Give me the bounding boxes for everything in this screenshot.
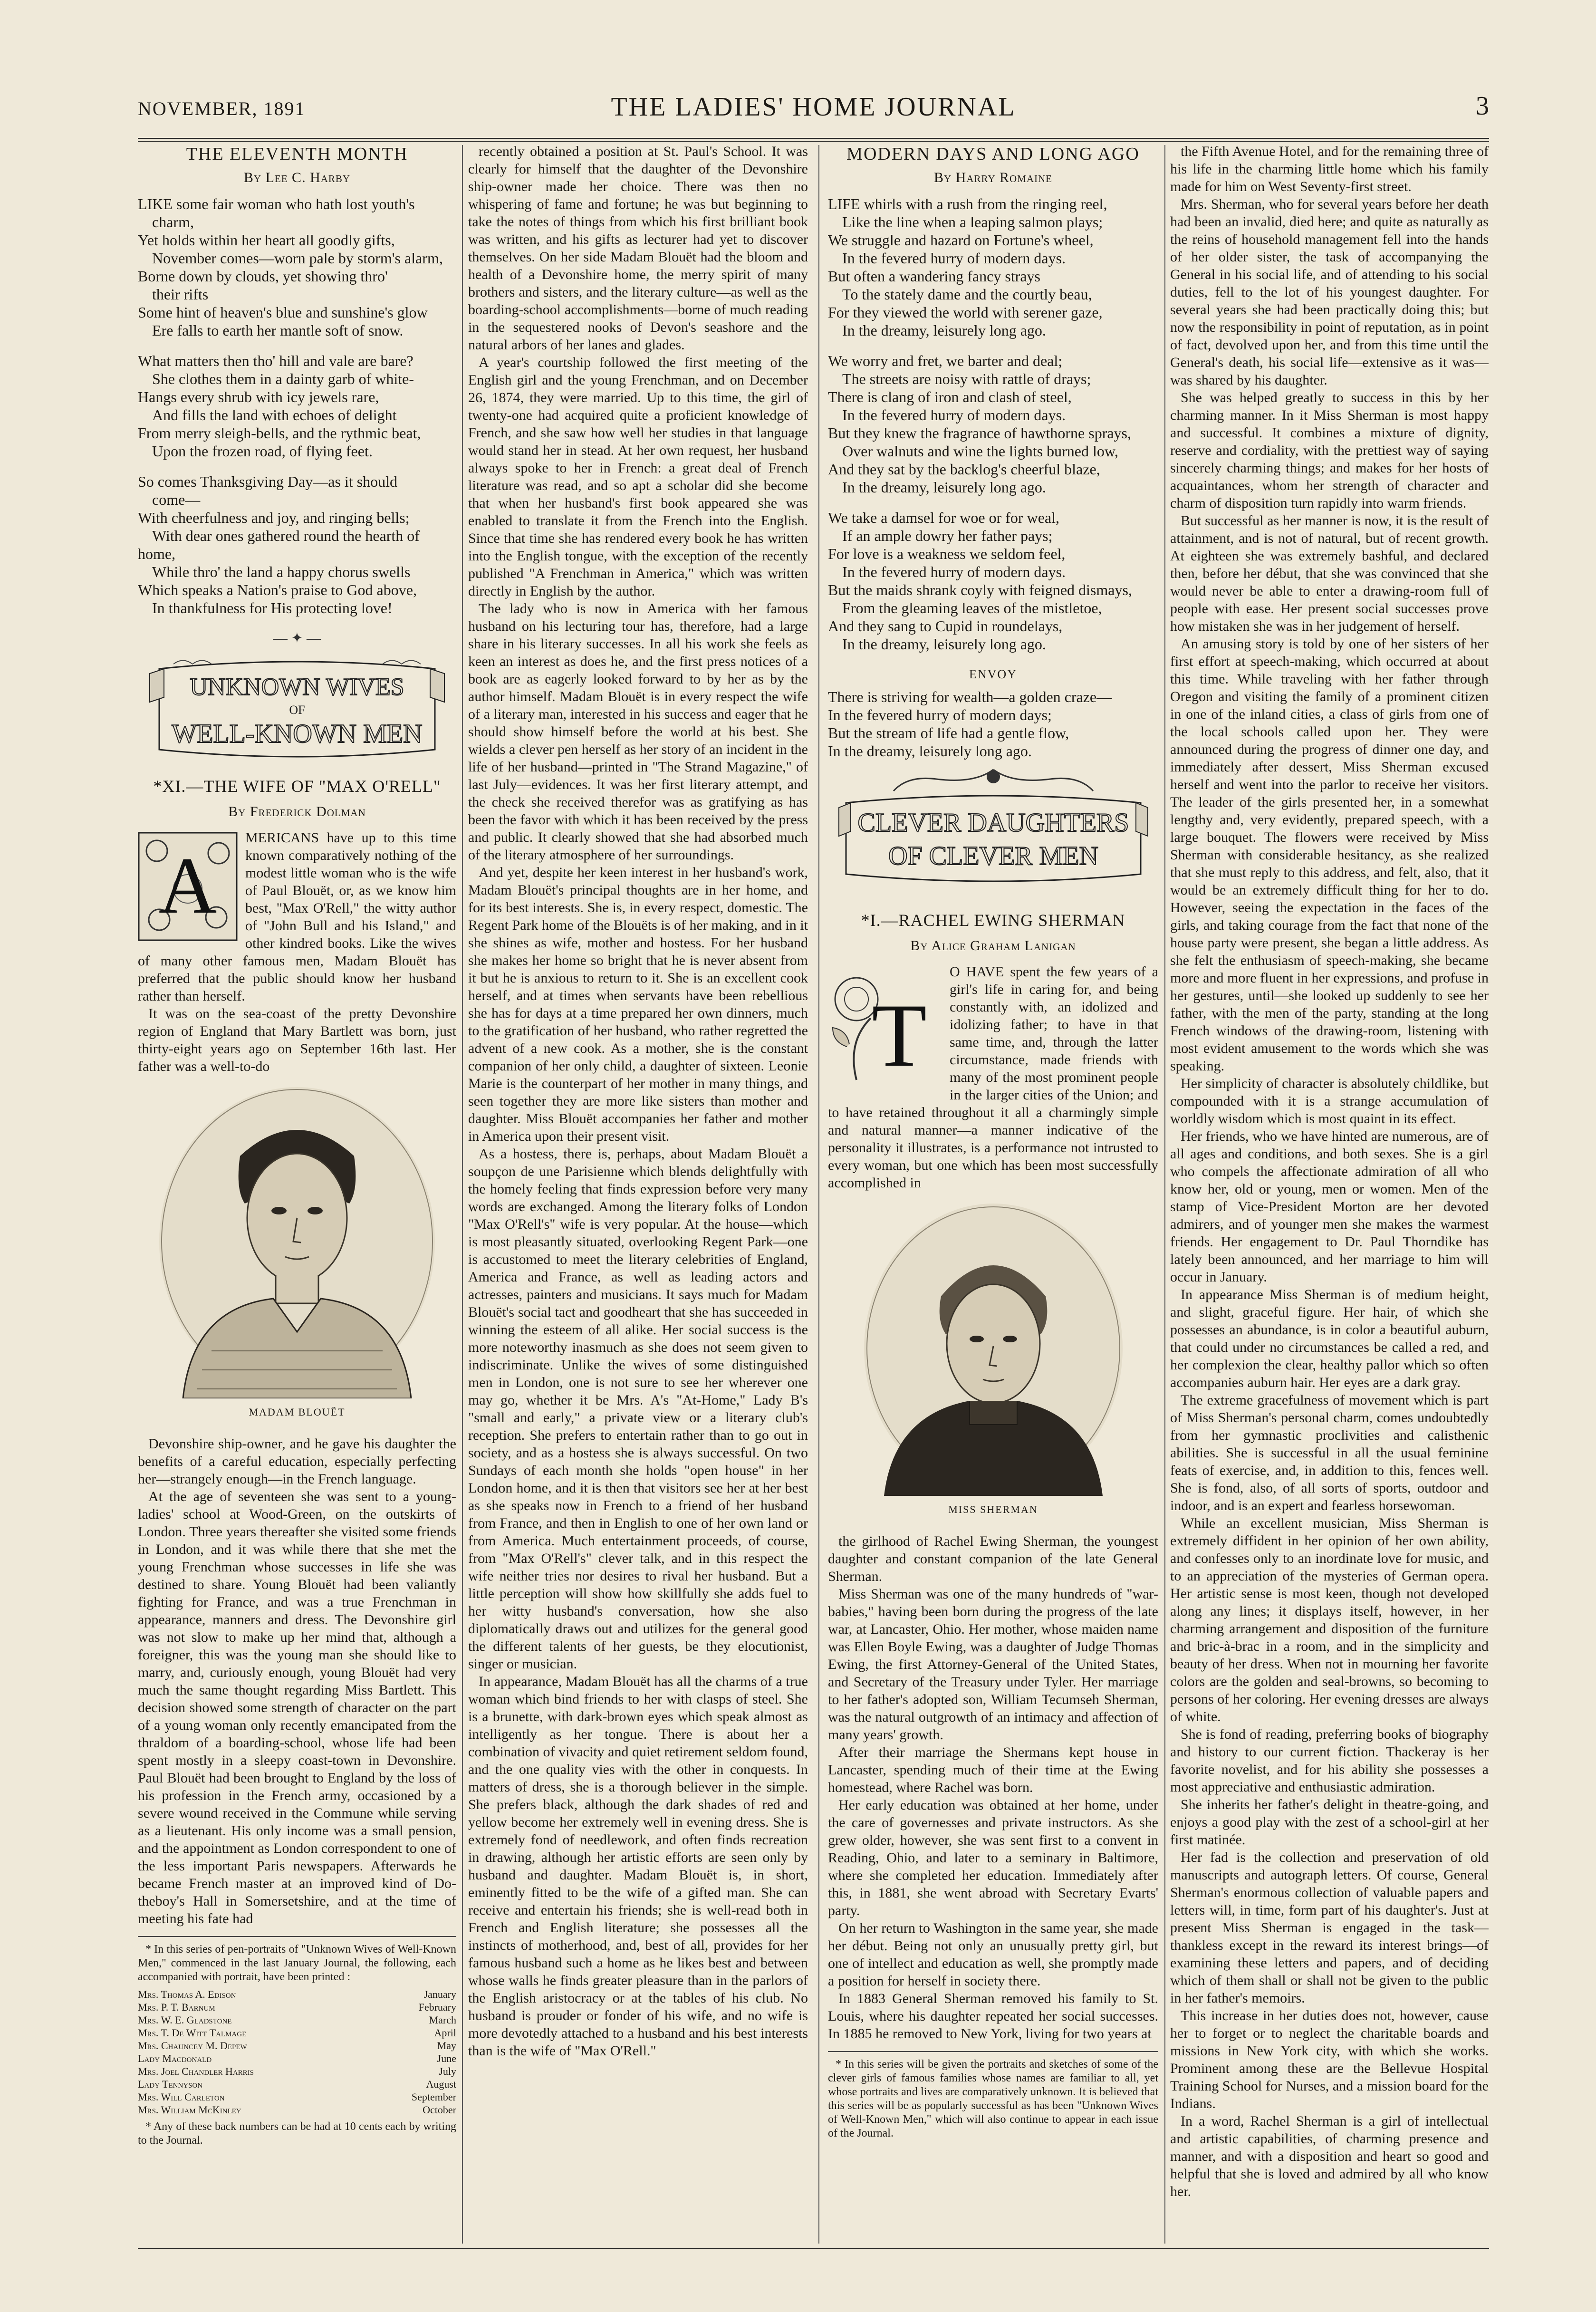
poem-line: LIKE some fair woman who hath lost youth's <box>138 195 415 212</box>
clever-daughters-banner <box>836 765 1150 898</box>
miss-sherman-portrait <box>860 1201 1126 1496</box>
unknown-wives-banner <box>145 655 449 764</box>
poem-line: Hangs every shrub with icy jewels rare, <box>138 388 379 405</box>
paragraph: Her fad is the collection and preservation of old manuscripts and autograph letters. Of course, General Sherman's enormous collection of valuable papers and letters will, in time, form part of his daughter's. Just at present Miss Sherman is engaged in the task—thankless except in the reward its interest brings—of examining these letters and papers, and of deciding which of them shall or shall not be given to the public in her father's memoirs. <box>1170 1850 1489 2006</box>
issue-month: July <box>439 2065 456 2077</box>
paragraph: the Fifth Avenue Hotel, and for the remaining three of his life in the charming little home which his family made for him on West Seventy-first street. <box>1170 144 1489 194</box>
poem-line: In the dreamy, leisurely long ago. <box>842 322 1046 339</box>
masthead <box>138 88 1489 145</box>
poem-line: For they viewed the world with serener gaze, <box>828 304 1103 321</box>
dropcap-t-ornament <box>828 966 942 1085</box>
poem-line: Over walnuts and wine the lights burned low, <box>842 443 1118 460</box>
poem-line: If an ample dowry her father pays; <box>842 527 1053 544</box>
poem-title: THE ELEVENTH MONTH <box>186 144 408 164</box>
column-divider <box>462 145 463 2244</box>
dropcap-a-ornament <box>138 832 238 941</box>
envoy-label: ENVOY <box>969 667 1017 681</box>
poem-line: charm, <box>152 213 194 231</box>
list-item <box>138 2078 456 2090</box>
series-banner <box>828 765 1158 902</box>
issue-month: June <box>437 2052 456 2064</box>
poem-line: In the dreamy, leisurely long ago. <box>842 636 1046 653</box>
divider-ornament: — ✦ — <box>273 630 321 646</box>
envoy-line: But the stream of life had a gentle flow, <box>828 724 1069 742</box>
poem-line: We take a damsel for woe or for weal, <box>828 509 1059 526</box>
poem-line: From merry sleigh-bells, and the rythmic beat, <box>138 424 421 442</box>
wife-name: Lady Tennyson <box>138 2078 203 2090</box>
list-item <box>138 2090 456 2103</box>
list-item <box>138 2103 456 2116</box>
article-byline: By Alice Graham Lanigan <box>910 938 1076 954</box>
column-divider <box>1164 145 1165 2244</box>
wife-name: Mrs. Thomas A. Edison <box>138 1988 236 2000</box>
wife-name: Mrs. P. T. Barnum <box>138 2001 215 2013</box>
paragraph: recently obtained a position at St. Paul's School. It was clearly for himself that the daughter of the Devonshire ship-owner made her choice. There was then no whispering of fame and fortune; he was but beginning to take the notes of things from which his first brilliant book was written, and his gifts as lecturer had yet to discover themselves. On her side Madam Blouët had the bloom and health of a Devonshire home, the merry spirit of many brothers and sisters, and the literary culture—as well as the boarding-school accomplishments—borne of much reading in the sequestered nooks of Devon's seashore and the natural arbors of her lanes and glades. <box>468 144 808 353</box>
page-number: 3 <box>1476 91 1489 121</box>
masthead-rule-thin <box>138 141 1489 142</box>
back-issues-list <box>138 1988 456 2116</box>
wife-name: Mrs. Joel Chandler Harris <box>138 2065 254 2077</box>
poem-line: Borne down by clouds, yet showing thro' <box>138 268 388 285</box>
banner-line-1: CLEVER DAUGHTERS <box>857 808 1129 838</box>
footnote <box>138 1936 456 2148</box>
paragraph: At the age of seventeen she was sent to a young-ladies' school at Wood-Green, on the outskirts of London. Three years thereafter she visited some friends in London, and it was while there that she met the young Frenchman whose successes in life she was destined to share. Young Blouët had been valiantly fighting for France, and was a true Frenchman in appearance, manners and dress. The Devonshire girl was not slow to make up her mind that, although a foreigner, this was the young man she should like to marry, and, curiously enough, young Blouët had very much the same thought regarding Miss Bartlett. This decision showed some strength of character on the part of a young woman only recently emancipated from the thraldom of a boarding-school, whose life had been spent mostly in a sleepy coast-town in Devonshire. Paul Blouët had been brought to England by the loss of his profession in the French army, occasioned by a severe wound received in the Commune while serving as a lieutenant. His only income was a small pension, and the appointment as London correspondent to one of the less important Paris newspapers. Afterwards he became French master at an improved kind of Do-theboy's Hall in Somersetshire, and at the time of meeting his fate had <box>138 1489 456 1927</box>
issue-date: NOVEMBER, 1891 <box>138 98 306 119</box>
paragraph: As a hostess, there is, perhaps, about Madam Blouët a soupçon de une Parisienne which blends delightfully with the homely feeling that finds expression before very many words are exchanged. Among the literary folks of London "Max O'Rell's" wife is very popular. At the house—which is most pleasantly situated, overlooking Regent Park—one is accustomed to meet the literary celebrities of England, America and France, as well as leading actors and actresses, painters and musicians. It says much for Madam Blouët's social tact and goodheart that she has succeeded in winning the esteem of all alike. Her social success is the more noteworthy inasmuch as she does not seem given to indiscriminate. Unlike the wives of some distinguished men in London, one is not sure to see her wherever one may go, whether it be Mrs. A's "At-Home," Lady B's "small and early," a private view or a literary club's reception. She prefers to entertain rather than to go out in society, and as a hostess she is always successful. On two Sundays of each month she holds "open house" in her London home, and it is then that visitors see her at her best as she speaks now in French to a friend of her husband from France, and then in English to one of her own land or from America. Much entertainment proceeds, of course, from "Max O'Rell's" clever talk, and in this respect the wife neither tries nor desires to rival her husband. But a little perception will show how skillfully she adds fuel to her witty husband's conversation, how she also diplomatically draws out and utilizes for the general good the different talents of her guests, be they elocutionist, singer or musician. <box>468 1146 808 1672</box>
poem-line: In the fevered hurry of modern days. <box>842 250 1066 267</box>
poem-stanza <box>828 352 1158 496</box>
issue-month: March <box>429 2014 456 2026</box>
wife-name: Mrs. William McKinley <box>138 2104 241 2116</box>
poem-line: their rifts <box>152 286 209 303</box>
poem-line: What matters then tho' hill and vale are bare? <box>138 352 413 369</box>
column-divider <box>818 145 819 2244</box>
article-subhead: *XI.—THE WIFE OF "MAX O'RELL" <box>153 777 441 796</box>
paragraph: And yet, despite her keen interest in her husband's work, Madam Blouët's principal thoughts are in her home, and for its best interests. She is, in every respect, domestic. The Regent Park home of the Blouëts is of her making, and in it she shines as wife, mother and hostess. For her husband she makes her home so bright that he is never absent from it but he is anxious to return to it. She is an excellent cook herself, and at times when servants have been rebellious she has for days at a time prepared her own dinners, much to the gratification of her husband, who rather regretted the advent of a new cook. As a mother, she is the constant companion of her only child, a daughter of sixteen. Leonie Marie is the counterpart of her mother in many things, and seen together they are more like sisters than mother and daughter. Miss Blouët accompanies her father and mother in America upon their present visit. <box>468 865 808 1144</box>
paragraph: It was on the sea-coast of the pretty Devonshire region of England that Mary Bartlett was born, just thirty-eight years ago on September 16th last. Her father was a well-to-do <box>138 1006 456 1074</box>
portrait-image <box>860 1201 1126 1496</box>
poem-line: LIFE whirls with a rush from the ringing reel, <box>828 195 1107 212</box>
list-item <box>138 2013 456 2026</box>
poem-line: In the fevered hurry of modern days. <box>842 563 1066 580</box>
list-item <box>138 1988 456 2001</box>
footnote-text: * In this series will be given the portraits and sketches of some of the clever girls of famous families whose names are familiar to all, yet whose portraits and lives are comparatively unknown. It is believed that this series will be as popularly successful as has been "Unknown Wives of Well-Known Men," which will also continue to appear in each issue of the Journal. <box>828 2058 1158 2139</box>
poem-line: But the maids shrank coyly with feigned dismays, <box>828 581 1132 598</box>
paragraph: A year's courtship followed the first meeting of the English girl and the young Frenchman, and on December 26, 1874, they were married. Up to this time, the girl of twenty-one had acquired quite a proficient knowledge of French, and she saw how well her studies in that language would stand her in stead. At her own request, her husband always spoke to her in French: a great deal of French literature was read, and so apt a scholar did she become that when her husband's first book appeared she was enabled to translate it from the French into the English. Since that time she has rendered every book he has written into the English tongue, with the exception of the recently published "A Frenchman in America," which was written directly in English by the author. <box>468 355 808 599</box>
paragraph: Miss Sherman was one of the many hundreds of "war-babies," having been born during the progress of the late war, at Lancaster, Ohio. Her mother, whose maiden name was Ellen Boyle Ewing, was a daughter of Judge Thomas Ewing, the first Attorney-General of the United States, and Secretary of the Treasury under Tyler. Her marriage to her father's adopted son, William Tecumseh Sherman, was the natural outgrowth of an intimacy and affection of many years' growth. <box>828 1586 1158 1743</box>
issue-month: September <box>411 2091 456 2103</box>
article-intro <box>828 963 1158 1192</box>
article-body-continued <box>468 143 808 2060</box>
paragraph: She was helped greatly to success in this by her charming manner. In it Miss Sherman is most happy and successful. It combines a mixture of dignity, reserve and cordiality, with the prettiest way of saying sincerely charming things; and makes for her hosts of acquaintances, whom her strength of character and charm of disposition turn rapidly into warm friends. <box>1170 390 1489 511</box>
paragraph: This increase in her duties does not, however, cause her to forget or to neglect the charitable boards and missions in New York city, with which she works. Prominent among these are the Bellevue Hospital Training School for Nurses, and a mission board for the Indians. <box>1170 2008 1489 2111</box>
paragraph: On her return to Washington in the same year, she made her début. Being not only an unusually pretty girl, but one of intellect and education as well, she promptly made a position for herself in society there. <box>828 1920 1158 1989</box>
paragraph: Her early education was obtained at her home, under the care of governesses and private instructors. As she grew older, however, she was sent first to a convent in Reading, Ohio, and later to a seminary in Baltimore, where she completed her education. Immediately after this, in 1881, she went abroad with Secretary Evarts' party. <box>828 1797 1158 1918</box>
paragraph: After their marriage the Shermans kept house in Lancaster, spending much of their time at the Ewing homestead, where Rachel was born. <box>828 1744 1158 1795</box>
paragraph: Her simplicity of character is absolutely childlike, but compounded with it is a strange accumulation of worldly wisdom which is most quaint in its effect. <box>1170 1076 1489 1127</box>
poem-line: While thro' the land a happy chorus swells <box>152 563 411 580</box>
issue-month: April <box>434 2027 456 2039</box>
column-4 <box>1170 143 1489 2244</box>
banner-line-1: UNKNOWN WIVES <box>190 674 404 701</box>
poem-line: Some hint of heaven's blue and sunshine's glow <box>138 304 428 321</box>
issue-month: August <box>426 2078 456 2090</box>
poem-stanza <box>138 352 456 460</box>
paragraph: The lady who is now in America with her famous husband on his lecturing tour has, therefore, had a large share in his literary successes. In all his work she feels as keen an interest as does he, and the first press notices of a book are as eagerly looked forward to by her as by the author himself. Madam Blouët is in every respect the wife of a literary man, interested in his success and eager that he should show himself before the world at his best. She wields a clever pen herself as her story of an incident in the life of her husband—printed in "The Strand Magazine," of last July—evidences. It was her first literary attempt, and the check she received therefor was as gratifying as has been the favor with which it has been received by the press and public. It clearly showed that she had absorbed much of the literary atmosphere of her surroundings. <box>468 601 808 863</box>
poem-line: Which speaks a Nation's praise to God above, <box>138 581 417 598</box>
poem-body <box>138 195 456 617</box>
banner-line-2: OF CLEVER MEN <box>888 841 1098 871</box>
poem-line: She clothes them in a dainty garb of white- <box>152 370 414 387</box>
bottom-rule <box>138 2248 1489 2249</box>
footnote-intro: * In this series of pen-portraits of "Unknown Wives of Well-Known Men," commenced in the last January Journal, the following, each accompanied with portrait, have been printed : <box>138 1943 456 1983</box>
poem-line: In the fevered hurry of modern days. <box>842 406 1066 424</box>
article-body-continued <box>138 1435 456 1927</box>
column-2 <box>468 143 808 2244</box>
banner-line-2: OF <box>289 703 305 717</box>
poem-line: We worry and fret, we barter and deal; <box>828 352 1063 369</box>
envoy-line: There is striving for wealth—a golden craze— <box>828 688 1112 705</box>
poem-line: And they sat by the backlog's cheerful blaze, <box>828 461 1100 478</box>
paragraph: She inherits her father's delight in theatre-going, and enjoys a good play with the zest of a school-girl at her first matinée. <box>1170 1797 1489 1848</box>
paragraph: In appearance Miss Sherman is of medium height, and slight, graceful figure. Her hair, of which she possesses an abundance, is in color a beautiful auburn, that could under no circumstances be called a red, and her complexion the clear, healthy pallor which so often accompanies auburn hair. Her eyes are a dark gray. <box>1170 1287 1489 1390</box>
article-byline: By Frederick Dolman <box>228 804 366 819</box>
issue-month: October <box>423 2104 456 2116</box>
issue-month: January <box>423 1988 456 2000</box>
poem-line: Ere falls to earth her mantle soft of snow. <box>152 322 404 339</box>
poem-line: We struggle and hazard on Fortune's wheel, <box>828 231 1094 249</box>
list-item <box>138 2001 456 2013</box>
issue-month: February <box>418 2001 456 2013</box>
article-subhead: *I.—RACHEL EWING SHERMAN <box>861 911 1125 930</box>
poem-title: MODERN DAYS AND LONG AGO <box>846 144 1140 164</box>
poem-line: Yet holds within her heart all goodly gifts, <box>138 231 395 249</box>
poem-line: To the stately dame and the courtly beau, <box>842 286 1092 303</box>
poem-line: There is clang of iron and clash of steel, <box>828 388 1072 405</box>
footnote <box>828 2051 1158 2140</box>
poem-stanza <box>828 195 1158 339</box>
poem-line: And fills the land with echoes of delight <box>152 406 397 424</box>
article-body-continued <box>828 1532 1158 2042</box>
poem-line: In the dreamy, leisurely long ago. <box>842 479 1046 496</box>
paragraph: O HAVE spent the few years of a girl's life in caring for, and being constantly with, an idolized and idolizing father; to have in that same time, and, through the latter circumstance, made friends with many of the most prominent people in the larger cities of the Union; and to have retained throughout it all a charmingly simple and natural manner—a manner indicative of the personality it illustrates, is a performance not intrusted to every woman, but one which has been most successfully accomplished in <box>828 964 1158 1191</box>
wife-name: Mrs. Chauncey M. Depew <box>138 2040 247 2052</box>
paragraph: In appearance, Madam Blouët has all the charms of a true woman which bind friends to her with clasps of steel. She is a brunette, with dark-brown eyes which speak almost as intelligently as her tongue. There is about her a combination of vivacity and quiet retirement seldom found, and the one quality vies with the other in conquests. In matters of dress, she is a thorough believer in the simple. She prefers black, although the dark shades of red and yellow become her extremely well in evening dress. She is extremely fond of needlework, and often finds recreation in drawing, although her artistic efforts are seen only by husband and daughter. Madam Blouët is, in short, eminently fitted to be the wife of a gifted man. She can receive and entertain his friends; she is well-read both in French and English literature; she possesses all the instincts of motherhood, and, best of all, provides for her famous husband such a home as he likes best and between whose walls he finds greater pleasure than in the parlors of the English aristocracy or at the tables of his club. No husband is prouder or fonder of his wife, and no wife is more devotedly attached to a husband and his best interests than is the wife of "Max O'Rell." <box>468 1674 808 2059</box>
paragraph: An amusing story is told by one of her sisters of her first effort at speech-making, which occurred at about this time. While traveling with her father through Oregon and visiting the family of a prominent citizen in one of the inland cities, a class of girls from one of the local schools called upon her. They were announced during the progress of dinner one day, and immediately after dessert, Miss Sherman excused herself and went into the parlor to receive her visitors. The leader of the girls presented her, in a somewhat lengthy and, very evidently, prepared speech, with a large bouquet. The flowers were received by Miss Sherman with considerable hesitancy, as she realized that she must reply to this address, and felt, also, that it would be an extremely difficult thing for her to do. However, seeing the expectation in the faces of the girls, and taking courage from the fact that none of the house party were present, she began a little address. As she felt the enthusiasm of speech-making, she became more and more fluent in her expressions, and profuse in her gestures, until—she looked up suddenly to see her father, with the men of the party, standing at the long French windows of the drawing-room, listening with most evident amusement to the words which she was speaking. <box>1170 636 1489 1074</box>
wife-name: Mrs. Will Carleton <box>138 2091 225 2103</box>
paragraph: In a word, Rachel Sherman is a girl of intellectual and artistic capabilities, of charming presence and manner, and with a disposition and heart so good and helpful that she is loved and admired by all who know her. <box>1170 2113 1489 2199</box>
paragraph: Her friends, who we have hinted are numerous, are of all ages and conditions, and both sexes. She is a girl who compels the affectionate admiration of all who know her, old or young, men or women. Men of the stamp of Vice-President Morton are her devoted admirers, and of younger men she makes the warmest friends. Her engagement to Dr. Paul Thorndike has lately been announced, and her marriage to him will occur in January. <box>1170 1128 1489 1285</box>
poem-stanza <box>138 195 456 339</box>
poem-stanza <box>828 509 1158 653</box>
poem-line: come— <box>152 491 201 508</box>
poem-line: For love is a weakness we seldom feel, <box>828 545 1066 562</box>
paragraph: The extreme gracefulness of movement which is part of Miss Sherman's personal charm, comes undoubtedly from her gymnastic proclivities and calisthenic abilities. She is successful in all the usual feminine feats of exercise, and, in addition to this, fences well. She is fond, also, of all sorts of sports, outdoor and indoor, and is an expert and fearless horsewoman. <box>1170 1392 1489 1513</box>
footnote-end: * Any of these back numbers can be had at 10 cents each by writing to the Journal. <box>138 2120 456 2147</box>
paragraph: But successful as her manner is now, it is the result of attainment, and is not of natural, but of recent growth. At eighteen she was extremely bashful, and declared then, before her début, that she was convinced that she would never be able to enter a drawing-room full of people with ease. Her present social successes prove how mistaken she was in her judgement of herself. <box>1170 513 1489 634</box>
poem-line: With dear ones gathered round the hearth of <box>152 527 420 544</box>
envoy-body <box>828 688 1158 760</box>
poem-line: From the gleaming leaves of the mistletoe, <box>842 599 1102 617</box>
paragraph: MERICANS have up to this time known comparatively nothing of the modest little woman who is the wife of Paul Blouët, or, as we know him best, "Max O'Rell," the witty author of "John Bull and his Island," and other kindred books. Like the wives of many other famous men, Madam Blouët has preferred that the public should know her husband rather than herself. <box>138 830 456 1004</box>
list-item <box>138 2052 456 2065</box>
dropcap-letter: T <box>871 986 927 1085</box>
paragraph: Mrs. Sherman, who for several years before her death had been an invalid, died here; and quite as naturally as the reins of household management fell into the hands of her older sister, the task of accompanying the General in his social life, and of attending to his social duties, fell to the lot of his youngest daughter. For several years she had been practically doing this; but now the responsibility in point of reputation, as in point of fact, devolved upon her, and from this time until the General's death, his social life—extensive as it was—was shared by his daughter. <box>1170 196 1489 388</box>
portrait-caption: MISS SHERMAN <box>948 1503 1038 1515</box>
poem-line: So comes Thanksgiving Day—as it should <box>138 473 398 490</box>
poem-line: But often a wandering fancy strays <box>828 268 1040 285</box>
portrait-image <box>154 1085 440 1398</box>
paragraph: In 1883 General Sherman removed his family to St. Louis, where his daughter repeated her social successes. In 1885 he removed to New York, living for two years at <box>828 1991 1158 2042</box>
poem-line: But they knew the fragrance of hawthorne sprays, <box>828 424 1131 442</box>
wife-name: Lady Macdonald <box>138 2052 212 2064</box>
list-item <box>138 2065 456 2078</box>
masthead-rule <box>138 138 1489 139</box>
portrait-caption: MADAM BLOUËT <box>249 1406 346 1418</box>
paragraph: Devonshire ship-owner, and he gave his daughter the benefits of a careful education, especially perfecting her—strangely enough—in the French language. <box>138 1436 456 1487</box>
list-item <box>138 2026 456 2039</box>
article-intro <box>138 829 456 1075</box>
envoy-line: In the dreamy, leisurely long ago. <box>828 742 1032 760</box>
paragraph: the girlhood of Rachel Ewing Sherman, the youngest daughter and constant companion of the late General Sherman. <box>828 1533 1158 1584</box>
poem-stanza <box>138 472 456 617</box>
issue-month: May <box>437 2040 456 2052</box>
column-1 <box>138 143 456 2244</box>
poem-line: The streets are noisy with rattle of drays; <box>842 370 1091 387</box>
poem-line: November comes—worn pale by storm's alarm, <box>152 250 443 267</box>
madam-blouet-portrait <box>154 1085 440 1398</box>
poem-byline: By Harry Romaine <box>933 170 1053 185</box>
envoy-line: In the fevered hurry of modern days; <box>828 706 1052 723</box>
wife-name: Mrs. W. E. Gladstone <box>138 2014 232 2026</box>
wife-name: Mrs. T. De Witt Talmage <box>138 2027 247 2039</box>
paragraph: While an excellent musician, Miss Sherman is extremely diffident in her opinion of her own ability, and confesses only to an inordinate love for music, and to an appreciation of the mysteries of German opera. Her artistic sense is most keen, though not developed along any lines; it displays itself, however, in her charming arrangement and disposition of the furniture and bric-à-brac in a room, and in the simplicity and beauty of her dress. When not in mourning her favorite colors are the golden and seal-browns, so becoming to persons of her coloring. Her evening dresses are always of white. <box>1170 1515 1489 1724</box>
poem-byline: By Lee C. Harby <box>243 170 351 185</box>
journal-title: THE LADIES' HOME JOURNAL <box>611 92 1016 122</box>
poem-line: And they sang to Cupid in roundelays, <box>828 617 1063 635</box>
poem-line: In thankfulness for His protecting love! <box>152 599 393 617</box>
paragraph: She is fond of reading, preferring books of biography and history to our current fiction. Thackeray is her favorite novelist, and for his ability she possesses a most appreciative and enthusiastic admiration. <box>1170 1726 1489 1795</box>
poem-line: Like the line when a leaping salmon plays; <box>842 213 1103 231</box>
column-3 <box>828 143 1158 2244</box>
poem-line: Upon the frozen road, of flying feet. <box>152 443 373 460</box>
banner-line-3: WELL-KNOWN MEN <box>172 719 423 749</box>
article-body-continued <box>1170 143 1489 2200</box>
poem-line: With cheerfulness and joy, and ringing bells; <box>138 509 410 526</box>
poem-body <box>828 195 1158 653</box>
poem-line: home, <box>138 545 176 562</box>
series-banner <box>138 655 456 768</box>
list-item <box>138 2039 456 2052</box>
dropcap-letter: A <box>158 841 217 930</box>
